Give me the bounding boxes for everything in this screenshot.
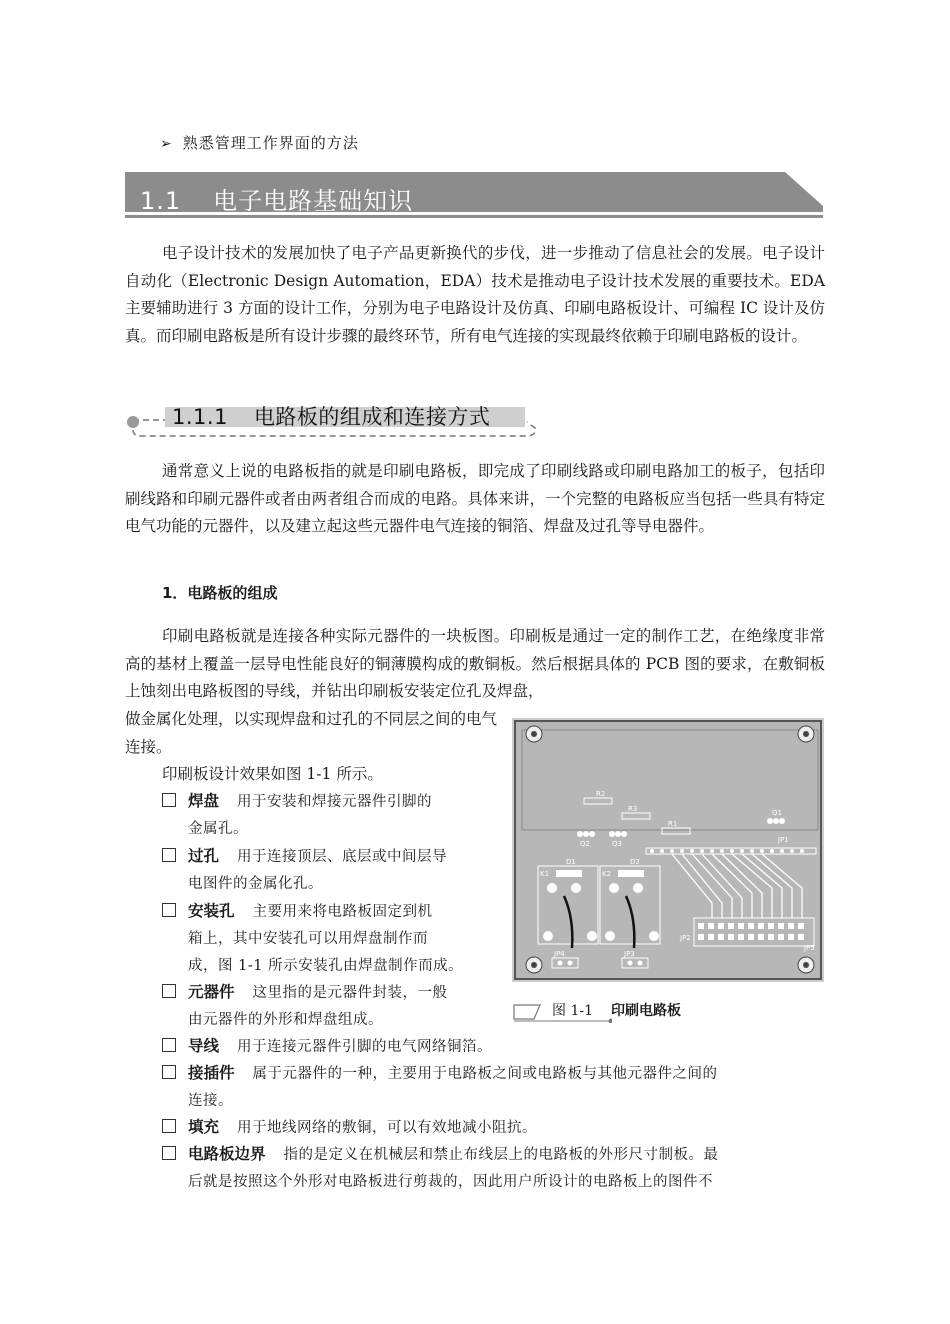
checkbox-bullet-icon	[162, 984, 176, 998]
composition-heading: 1．电路板的组成	[162, 584, 278, 602]
subsection-number: 1.1.1	[172, 405, 228, 429]
intro-paragraph: 电子设计技术的发展加快了电子产品更新换代的步伐，进一步推动了信息社会的发展。电子设计自动化（Electronic Design Automation，EDA）技术是推动电子设计技术发展的重要技术。EDA 主要辅助进行 3 方面的设计工作，分别为电子电路设计及仿真、印刷电路板设计、可编程 IC 设计及仿真。而印刷电路板是所有设计步骤的最终环节，所有电气连接的实现最终依赖于印刷电路板的设计。	[125, 244, 825, 345]
mounting-hole-icon	[798, 957, 814, 973]
objective-text: 熟悉管理工作界面的方法	[182, 134, 359, 152]
mounting-hole-icon	[526, 957, 542, 973]
q1-label: Q1	[772, 809, 782, 817]
pcb-figure	[512, 718, 824, 982]
d2-label: D2	[630, 858, 640, 866]
checkbox-bullet-icon	[162, 793, 176, 807]
figure-reference: 印刷板设计效果如图 1-1 所示。	[162, 765, 383, 783]
definition-via: 过孔 用于连接顶层、底层或中间层导 电图件的金属化孔。	[162, 843, 447, 898]
definition-component: 元器件 这里指的是元器件封装，一般 由元器件的外形和焊盘组成。	[162, 979, 448, 1034]
objective-bullet	[160, 132, 359, 153]
mounting-hole-icon	[526, 726, 542, 742]
section-title	[140, 181, 413, 216]
mounting-hole-icon	[798, 726, 814, 742]
jp2-label: JP2	[680, 934, 691, 942]
figure-label: 图 1-1	[552, 1003, 593, 1019]
section-number: 1.1	[140, 187, 182, 215]
k2-label: K2	[602, 870, 612, 878]
d1-label: D1	[566, 858, 576, 866]
composition-paragraph: 印刷电路板就是连接各种实际元器件的一块板图。印刷板是通过一定的制作工艺，在绝缘度非常高的基材上覆盖一层导电性能良好的铜薄膜构成的敷铜板。然后根据具体的 PCB 图的要求，在敷铜板上蚀刻出电路板图的导线，并钻出印刷板安装定位孔及焊盘，	[125, 627, 825, 700]
definition-connector: 接插件 属于元器件的一种，主要用于电路板之间或电路板与其他元器件之间的 连接。	[162, 1060, 832, 1115]
definition-trace: 导线 用于连接元器件引脚的电气网络铜箔。	[162, 1033, 492, 1061]
checkbox-bullet-icon	[162, 1146, 176, 1160]
k1-label: K1	[540, 870, 550, 878]
r2-label: R2	[596, 790, 606, 798]
checkbox-bullet-icon	[162, 1038, 176, 1052]
jp1-label: JP1	[778, 836, 789, 844]
r1-label: R1	[668, 820, 678, 828]
section-title-text: 电子电路基础知识	[213, 187, 414, 215]
subsection-title-text: 电路板的组成和连接方式	[253, 405, 491, 429]
definition-pad: 焊盘 用于安装和焊接元器件引脚的 金属孔。	[162, 788, 432, 843]
checkbox-bullet-icon	[162, 903, 176, 917]
composition-paragraph-cont: 做金属化处理，以实现焊盘和过孔的不同层之间的电气连接。	[125, 710, 498, 756]
subsection-title	[172, 401, 490, 431]
subsection-paragraph: 通常意义上说的电路板指的就是印刷电路板，即完成了印刷线路或印刷电路加工的板子，包括印刷线路和印刷元器件或者由两者组合而成的电路。具体来讲，一个完整的电路板应当包括一些具有特定电气功能的元器件，以及建立起这些元器件电气连接的铜箔、焊盘及过孔等导电器件。	[125, 462, 825, 535]
jp4-label: JP4	[554, 950, 565, 958]
figure-title: 印刷电路板	[611, 1003, 681, 1019]
arrow-bullet-icon: ➢	[160, 136, 173, 152]
definition-mounting-hole: 安装孔 主要用来将电路板固定到机 箱上，其中安装孔可以用焊盘制作而 成，图 1-1 所示安装孔由焊盘制作而成。	[162, 898, 463, 980]
checkbox-bullet-icon	[162, 1119, 176, 1133]
jp5-label: JP5	[804, 944, 815, 952]
r3-label: R3	[628, 805, 638, 813]
q3-label: Q3	[612, 840, 622, 848]
q2-label: Q2	[580, 840, 590, 848]
jp3-label: JP3	[624, 950, 635, 958]
checkbox-bullet-icon	[162, 1065, 176, 1079]
definition-board-edge: 电路板边界 指的是定义在机械层和禁止布线层上的电路板的外形尺寸制板。最 后就是按照这个外形对电路板进行剪裁的，因此用户所设计的电路板上的图件不	[162, 1141, 832, 1196]
checkbox-bullet-icon	[162, 848, 176, 862]
figure-caption	[514, 1000, 681, 1020]
definition-fill: 填充 用于地线网络的敷铜，可以有效地减小阻抗。	[162, 1114, 537, 1142]
